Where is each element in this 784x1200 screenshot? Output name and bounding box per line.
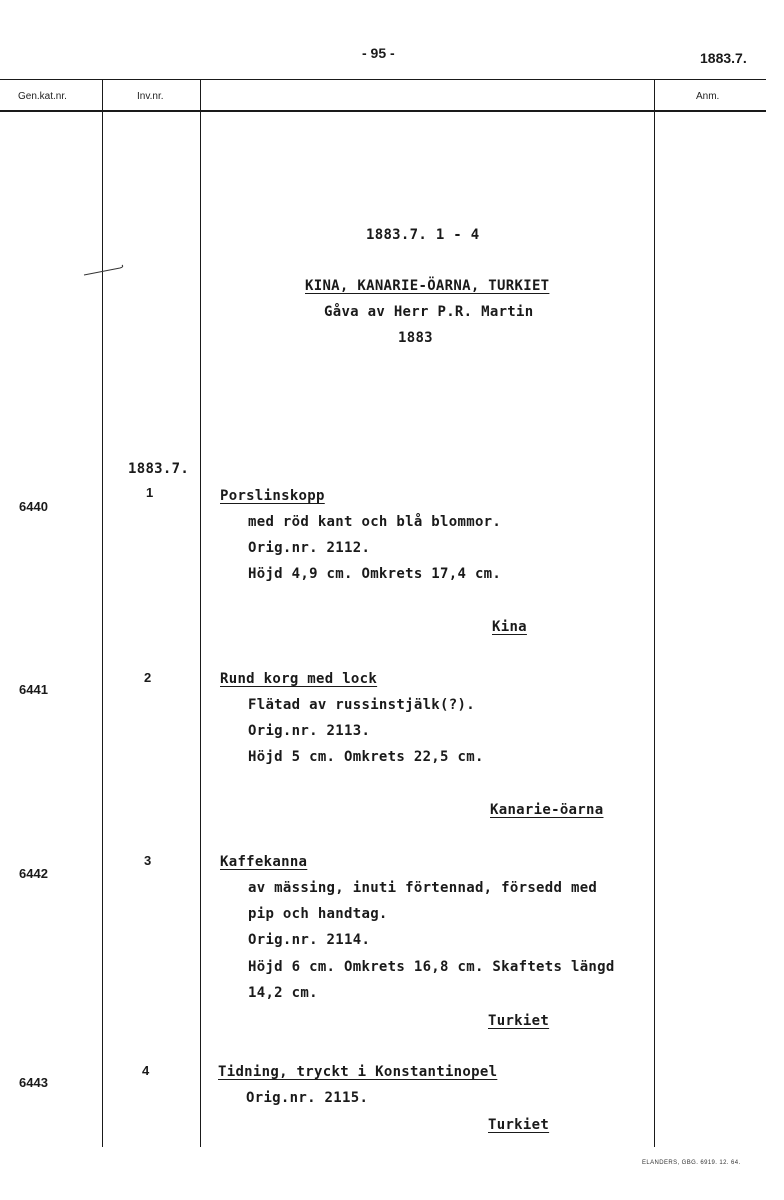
column-divider-1 [102,79,103,1147]
group-accession-label: 1883.7. [128,461,190,477]
column-header-inv-nr: Inv.nr. [137,91,164,102]
entry-description-line: Flätad av russinstjälk(?). [248,697,475,713]
accession-range: 1883.7. 1 - 4 [366,227,480,243]
column-header-gen-kat-nr: Gen.kat.nr. [18,91,67,102]
entry-description-line: Orig.nr. 2112. [248,540,371,556]
entry-description-line: Höjd 4,9 cm. Omkrets 17,4 cm. [248,566,502,582]
gen-kat-number: 6442 [19,866,48,881]
inv-number: 2 [144,670,152,685]
inv-number: 1 [146,485,154,500]
entry-description-line: Orig.nr. 2115. [246,1090,369,1106]
header-top-rule [0,79,766,80]
column-divider-2 [200,79,201,1147]
entry-title: Tidning, tryckt i Konstantinopel [218,1064,498,1080]
entry-description-line: av mässing, inuti förtennad, försedd med [248,880,598,896]
entry-description-line: Orig.nr. 2113. [248,723,371,739]
accession-number-header: 1883.7. [700,50,747,66]
entry-description-line: med röd kant och blå blommor. [248,514,502,530]
entry-title: Kaffekanna [220,854,308,870]
entry-title: Rund korg med lock [220,671,378,687]
column-divider-3 [654,79,655,1147]
page-number: - 95 - [362,45,395,61]
regions-heading: KINA, KANARIE-ÖARNA, TURKIET [305,278,550,294]
entry-description-line: Höjd 5 cm. Omkrets 22,5 cm. [248,749,484,765]
entry-description-line: Orig.nr. 2114. [248,932,371,948]
column-header-anm: Anm. [696,91,720,102]
entry-description-line: Höjd 6 cm. Omkrets 16,8 cm. Skaftets längd [248,959,615,975]
entry-description-line: pip och handtag. [248,906,388,922]
entry-origin: Kina [492,619,527,635]
gen-kat-number: 6441 [19,682,48,697]
donor-line: Gåva av Herr P.R. Martin [324,304,534,320]
gen-kat-number: 6443 [19,1075,48,1090]
header-bottom-rule [0,110,766,112]
entry-origin: Turkiet [488,1117,550,1133]
inv-number: 4 [142,1063,150,1078]
pen-mark [82,262,126,278]
entry-origin: Kanarie-öarna [490,802,604,818]
entry-origin: Turkiet [488,1013,550,1029]
entry-description-line: 14,2 cm. [248,985,318,1001]
entry-title: Porslinskopp [220,488,325,504]
donation-year: 1883 [398,330,433,346]
printer-imprint: ELANDERS, GBG. 6919. 12. 64. [642,1160,741,1166]
gen-kat-number: 6440 [19,499,48,514]
inv-number: 3 [144,853,152,868]
